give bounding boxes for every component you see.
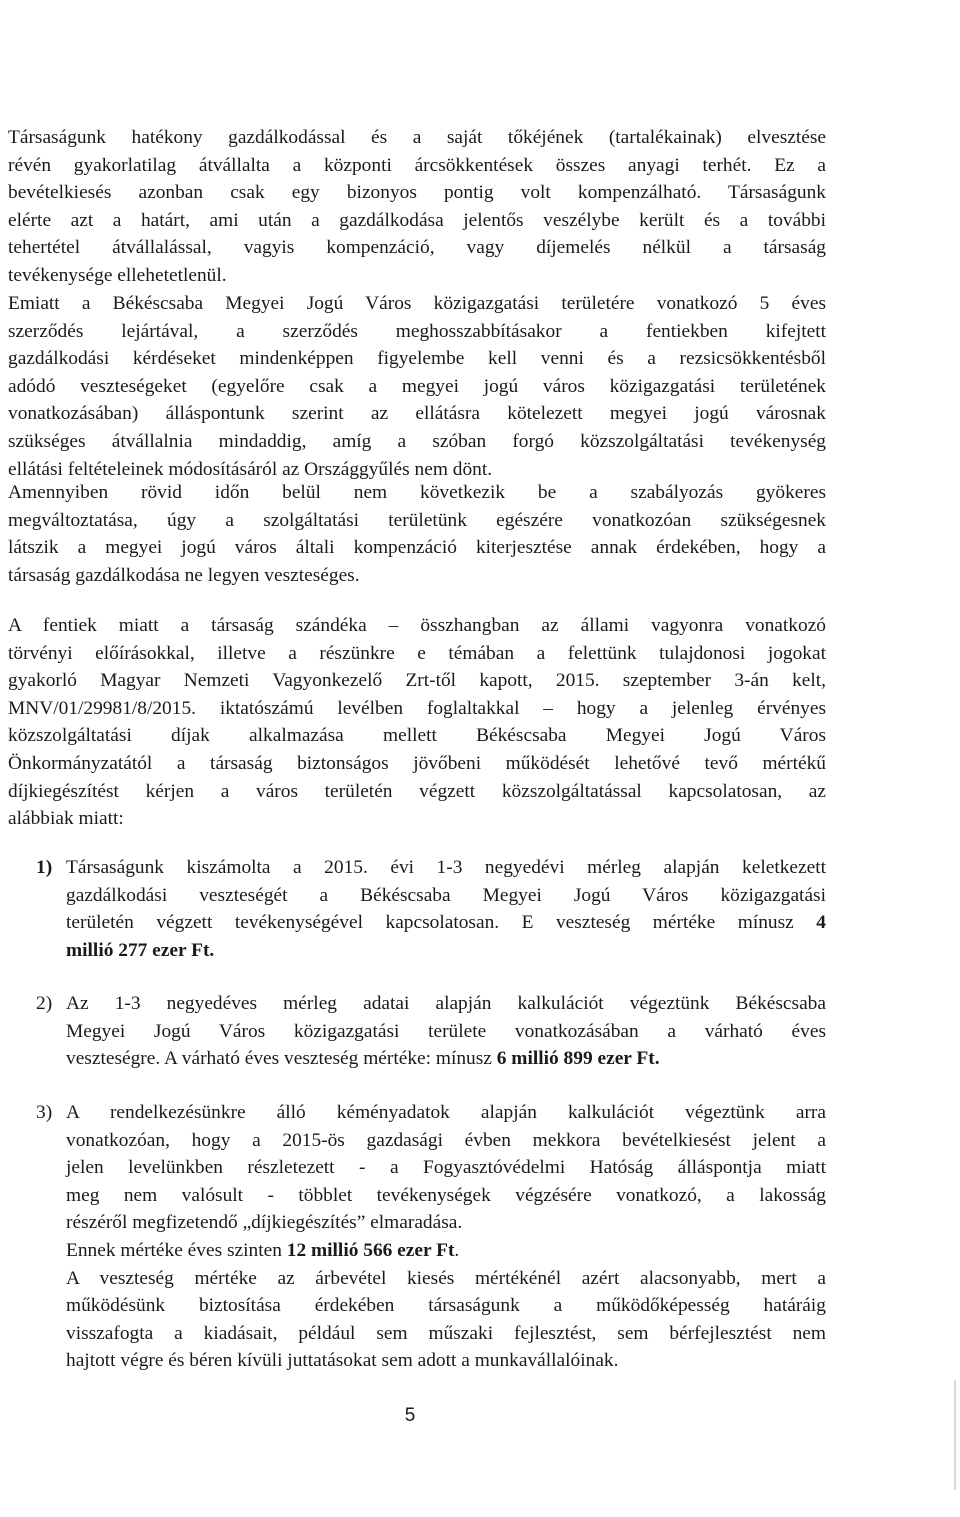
text-segment: veszteségre. A várható éves veszteség mértéke: mínusz [66,1048,492,1070]
list-number: 1) [36,857,53,878]
text-line: Megyei Jogú Város közigazgatási területe vonatkozásában a várható éves [66,1020,826,1042]
paragraph-1 [8,124,826,290]
text-segment: Ennek mértéke éves szinten [66,1239,282,1261]
text-line: alábbiak miatt: [8,808,124,830]
text-line: A fentiek miatt a társaság szándéka – összhangban az állami vagyonra vonatkozó [8,615,826,636]
text-line: működésünk biztosítása érdekében társaságunk a működőképesség határáig [66,1295,826,1317]
text-line: hajtott végre és béren kívüli juttatásokat sem adott a munkavállalóinak. [66,1350,619,1372]
scan-edge-mark [954,1380,956,1490]
text-line: gyakorló Magyar Nemzeti Vagyonkezelő Zrt-től kapott, 2015. szeptember 3-án kelt, [8,670,826,692]
text-segment: területén végzett tevékenységével kapcsolatosan. E veszteség mértéke mínusz [66,912,794,934]
text-line [66,909,826,937]
list-item-body [66,854,826,964]
text-line: megváltoztatása, úgy a szolgáltatási területünk egészére vonatkozóan szükségesnek [8,509,826,531]
text-line: elérte azt a határt, ami után a gazdálkodása jelentős veszélybe került és a további [8,209,826,231]
amount-bold: 6 millió 899 ezer Ft. [496,1048,660,1070]
text-line: vonatkozóan, hogy a 2015-ös gazdasági évben mekkora bevételkiesést jelent a [66,1129,826,1151]
text-line [66,937,826,965]
text-line: révén gyakorlatilag átvállalta a központi árcsökkentések összes anyagi terhét. Ez a [8,154,826,176]
text-line [66,1045,826,1073]
text-line: vonatkozásában) álláspontunk szerint az ellátásra kötelezett megyei jogú városnak [8,403,826,425]
text-line: A veszteség mértéke az árbevétel kiesés mértékénél azért alacsonyabb, mert a [66,1267,826,1289]
text-line: díjkiegészítést kérjen a város területén végzett közszolgáltatással kapcsolatosan, az [8,780,826,802]
list-number: 2) [36,993,53,1014]
page-number: 5 [404,1405,416,1426]
text-line: Társaságunk kiszámolta a 2015. évi 1-3 negyedévi mérleg alapján keletkezett [66,857,826,878]
amount-bold: millió 277 ezer Ft. [66,939,215,961]
text-line: adódó veszteségeket (egyelőre csak a megyei jogú város közigazgatási területének [8,375,826,397]
text-line: meg nem valósult - többlet tevékenységek végzésére vonatkozó, a lakosság [66,1184,826,1206]
text-line: törvényi előírásokkal, illetve a részünkre e témában a felettünk tulajdonosi jogokat [8,642,826,664]
text-line: szükséges átvállalnia mindaddig, amíg a szóban forgó közszolgáltatási tevékenység [8,430,826,452]
text-line: MNV/01/29981/8/2015. iktatószámú levélben foglaltakkal – hogy a jelenleg érvényes [8,697,826,719]
text-line: Önkormányzatától a társaság biztonságos jövőbeni működését lehetővé tevő mértékű [8,752,826,774]
text-line: Társaságunk hatékony gazdálkodással és a saját tőkéjének (tartalékainak) elvesztése [8,127,826,148]
list-number: 3) [36,1102,53,1123]
text-line: részéről megfizetendő „díjkiegészítés” elmaradása. [66,1212,463,1234]
text-line: Emiatt a Békéscsaba Megyei Jogú Város közigazgatási területére vonatkozó 5 éves [8,293,826,314]
amount-bold: 4 [816,912,826,934]
text-line: látszik a megyei jogú város általi kompenzáció kiterjesztése annak érdekében, hogy a [8,537,826,559]
text-line: A rendelkezésünkre álló kéményadatok alapján kalkulációt végeztünk arra [66,1102,826,1123]
text-segment: . [454,1239,460,1261]
text-line: bevételkiesés azonban csak egy bizonyos pontig volt kompenzálható. Társaságunk [8,182,826,204]
text-line: visszafogta a kiadásait, például sem műszaki fejlesztést, sem bérfejlesztést nem [66,1322,826,1344]
text-line: jelen levelünkben részletezett - a Fogyasztóvédelmi Hatóság álláspontja miatt [66,1157,826,1179]
text-line: tevékenysége ellehetetlenül. [8,264,227,286]
text-line: szerződés lejártával, a szerződés meghosszabbításakor a fentiekben kifejtett [8,320,826,342]
list-item-body [66,990,826,1073]
text-line: gazdálkodási kérdéseket mindenképpen figyelembe kell venni és a rezsicsökkentésből [8,348,826,370]
paragraph-4 [8,612,826,833]
text-line [66,1237,826,1265]
text-line: Az 1-3 negyedéves mérleg adatai alapján kalkulációt végeztünk Békéscsaba [66,993,826,1014]
amount-bold: 12 millió 566 ezer Ft [286,1239,455,1261]
list-item-body [66,1099,826,1375]
paragraph-2 [8,290,826,483]
paragraph-3 [8,479,826,589]
text-line: közszolgáltatási díjak alkalmazása mellett Békéscsaba Megyei Jogú Város [8,725,826,747]
text-line: társaság gazdálkodása ne legyen veszteséges. [8,564,360,586]
text-line: gazdálkodási veszteségét a Békéscsaba Megyei Jogú Város közigazgatási [66,884,826,906]
text-line: ellátási feltételeinek módosításáról az Országgyűlés nem dönt. [8,458,493,480]
text-line: Amennyiben rövid időn belül nem következik be a szabályozás gyökeres [8,482,826,503]
text-line: tehertétel átvállalással, vagyis kompenzáció, vagy díjemelés nélkül a társaság [8,237,826,259]
